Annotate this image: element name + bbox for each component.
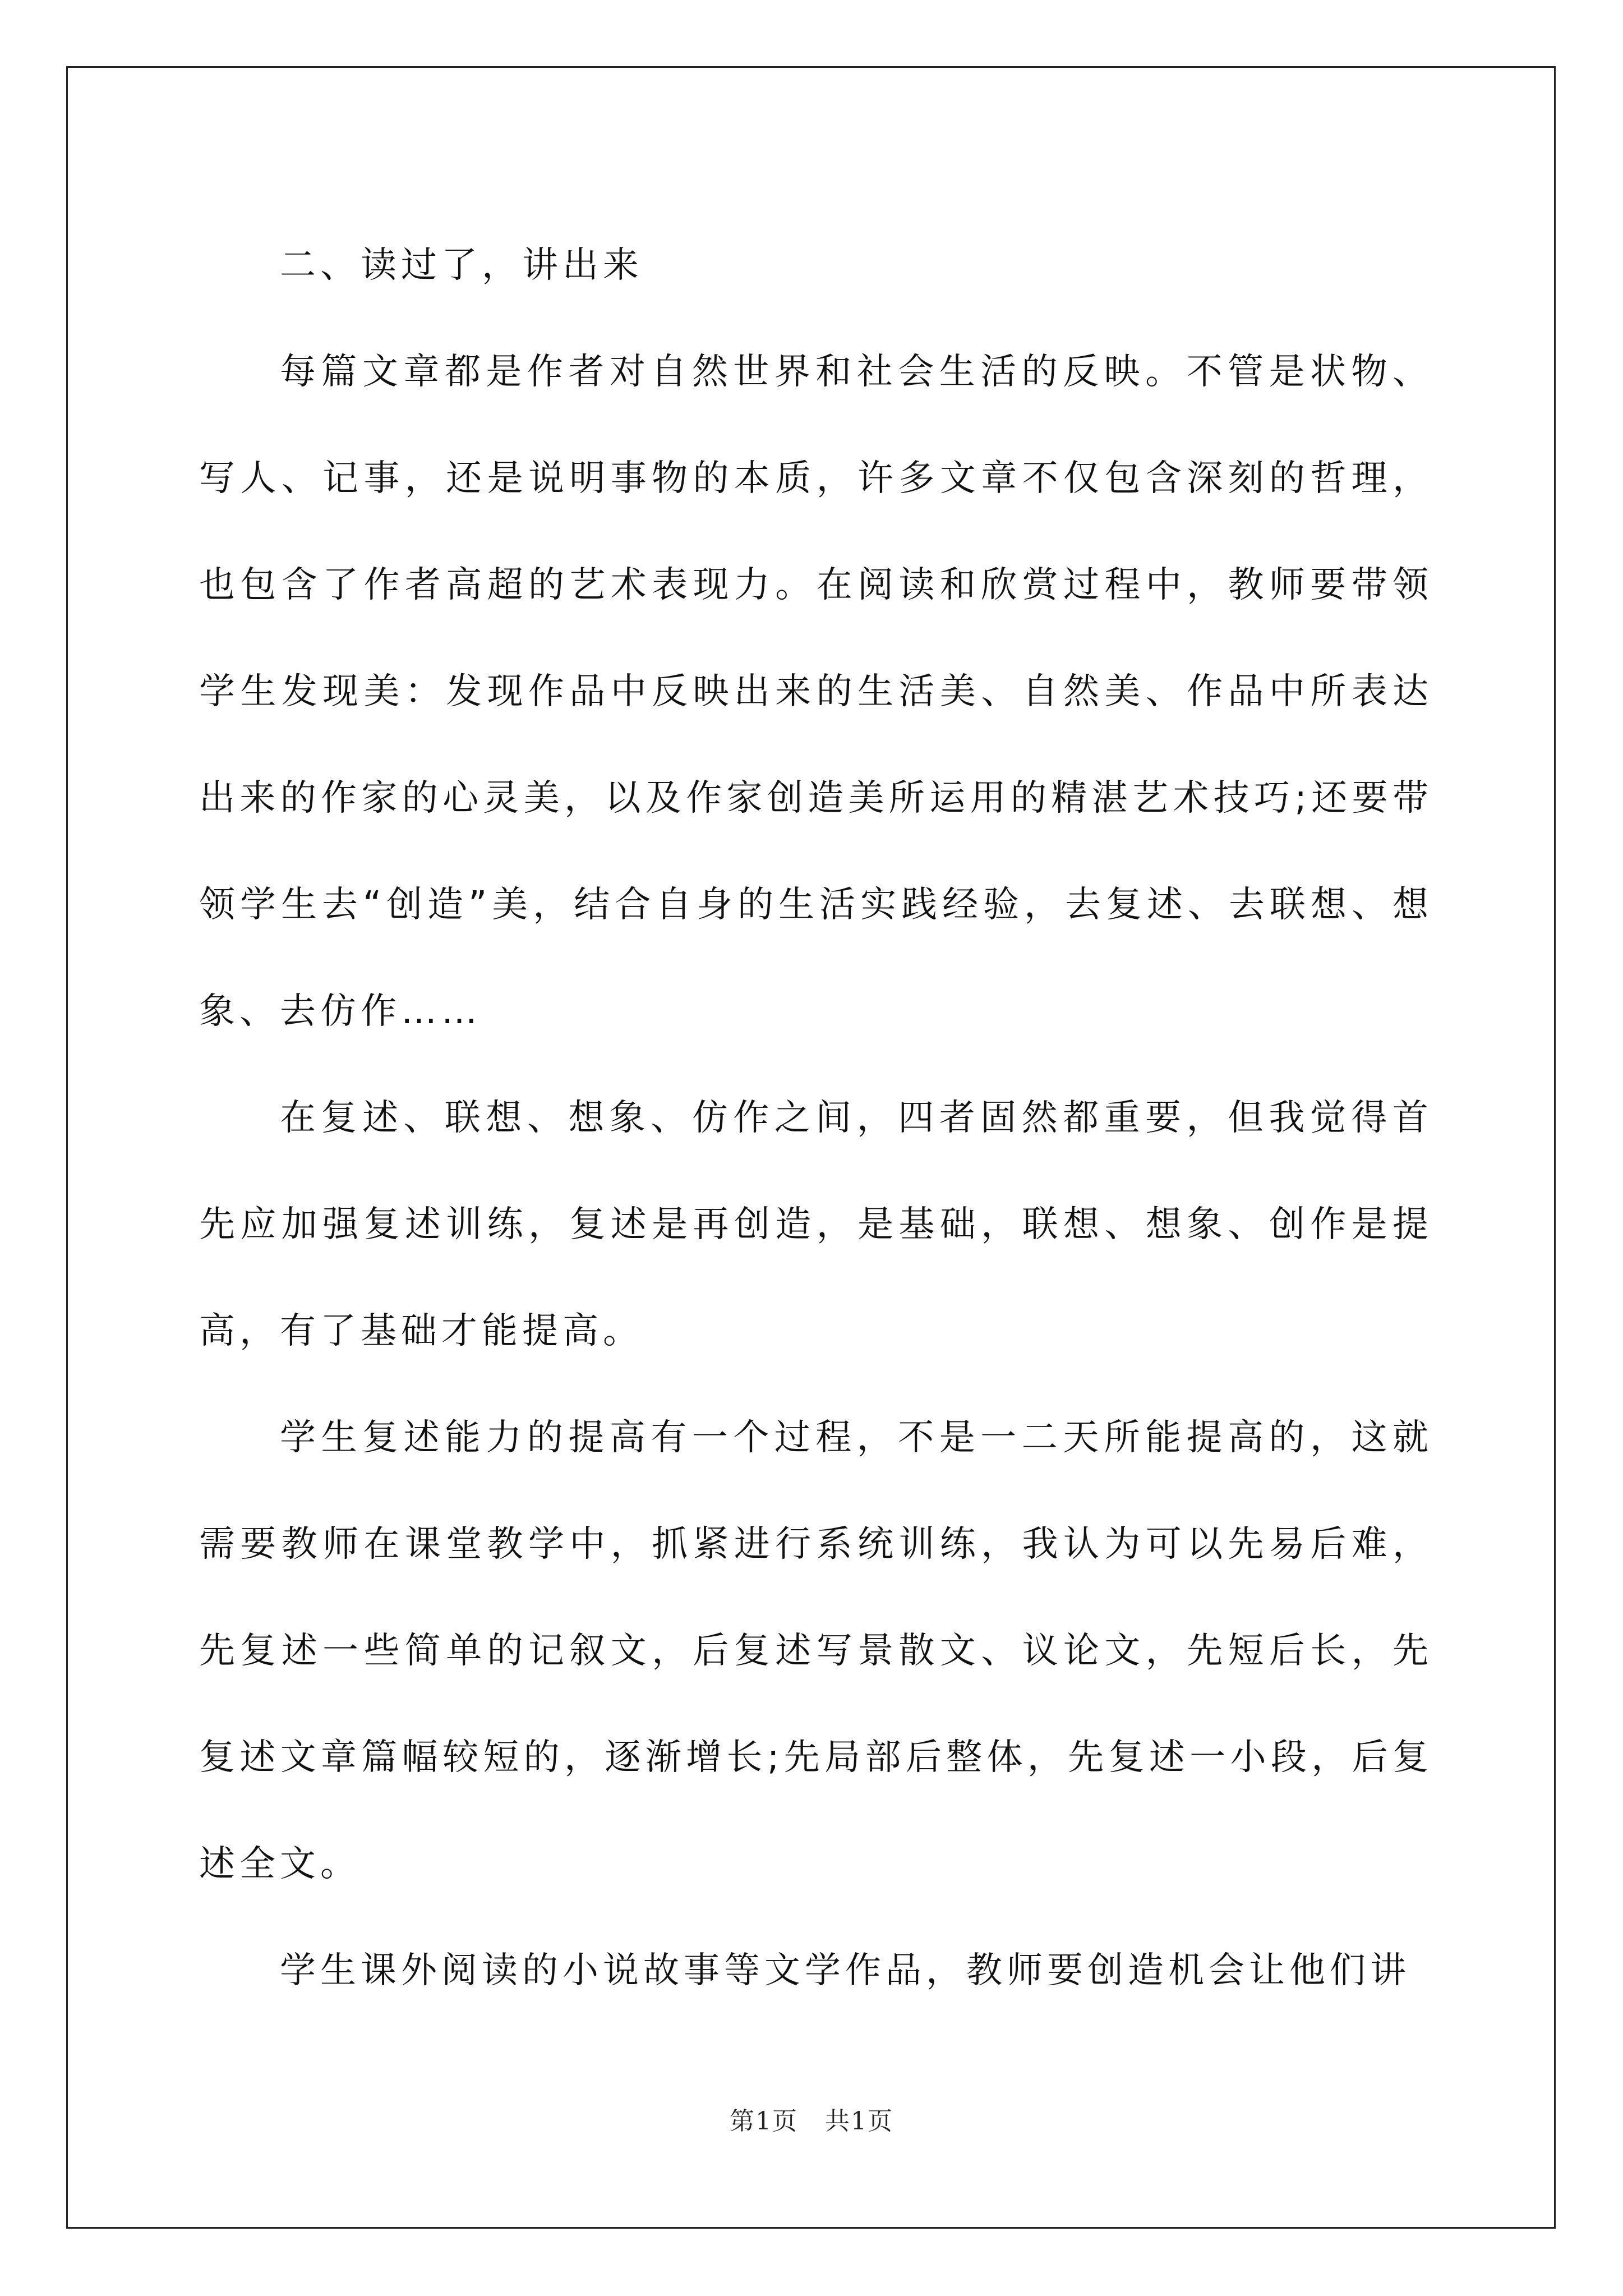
section-heading: 二、读过了，讲出来 [280,245,643,286]
paragraph: 每篇文章都是作者对自然世界和社会生活的反映。不管是状物、写人、记事，还是说明事物的本质，许多文章不仅包含深刻的哲理，也包含了作者高超的艺术表现力。在阅读和欣赏过程中，教师要带领学生发现美：发现作品中反映出来的生活美、自然美、作品中所表达出来的作家的心灵美，以及作家创造美所运用的精湛艺术技巧;还要带领学生去“创造”美，结合自身的生活实践经验，去复述、去联想、想象、去仿作…… [199,351,1433,1032]
page-number: 第1页 [730,2107,799,2136]
page-total: 共1页 [824,2107,893,2136]
paragraph: 在复述、联想、想象、仿作之间，四者固然都重要，但我觉得首先应加强复述训练，复述是再创造，是基础，联想、想象、创作是提高，有了基础才能提高。 [199,1097,1433,1352]
document-body [199,212,1433,2024]
paragraph: 学生课外阅读的小说故事等文学作品，教师要创造机会让他们讲 [280,1950,1410,1991]
page-footer [0,2101,1623,2137]
paragraph: 学生复述能力的提高有一个过程，不是一二天所能提高的，这就需要教师在课堂教学中，抓紧进行系统训练，我认为可以先易后难，先复述一些简单的记叙文，后复述写景散文、议论文，先短后长，先复述文章篇幅较短的，逐渐增长;先局部后整体，先复述一小段，后复述全文。 [199,1417,1433,1885]
